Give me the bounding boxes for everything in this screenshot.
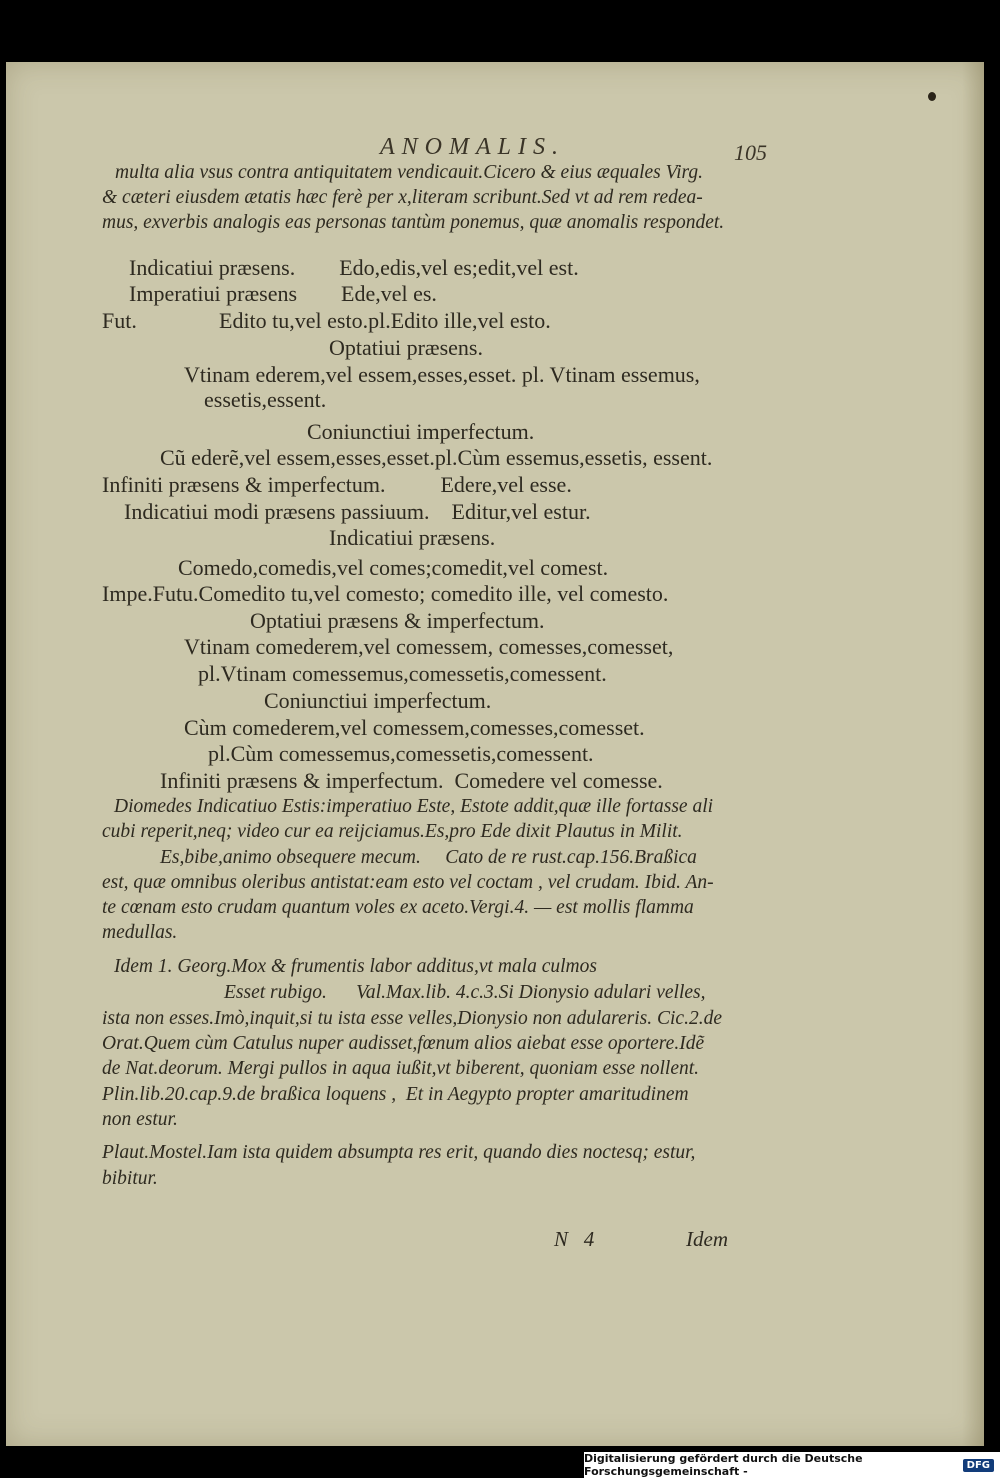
text-line: te cœnam esto crudam quantum voles ex aceto.Vergi.4. — est mollis flamma	[102, 897, 694, 918]
text-line: Diomedes Indicatiuo Estis:imperatiuo Este, Estote addit,quæ ille fortasse ali	[114, 796, 714, 817]
text-line: Indicatiui præsens.	[329, 525, 496, 550]
text-line: Optatiui præsens.	[329, 335, 483, 360]
text-line: medullas.	[102, 922, 178, 943]
text-line: pl.Cùm comessemus,comessetis,comessent.	[208, 741, 594, 766]
text-line: Cùm comederem,vel comessem,comesses,comesset.	[184, 715, 645, 740]
signature-mark: N 4	[554, 1227, 595, 1251]
text-line: multa alia vsus contra antiquitatem vendicauit.Cicero & eius æquales Virg.	[115, 162, 704, 183]
text-line: Esset rubigo. Val.Max.lib. 4.c.3.Si Dionysio adulari velles,	[224, 982, 706, 1003]
text-line: Optatiui præsens & imperfectum.	[250, 608, 545, 633]
text-line: & cæteri eiusdem ætatis hæc ferè per x,literam scribunt.Sed vt ad rem redea-	[102, 187, 703, 208]
book-page	[6, 62, 984, 1446]
text-line: Fut.	[102, 308, 137, 333]
text-line: Coniunctiui imperfectum.	[264, 688, 492, 713]
text-line: mus, exverbis analogis eas personas tantùm ponemus, quæ anomalis respondet.	[102, 212, 725, 233]
text-line: Idem 1. Georg.Mox & frumentis labor additus,vt mala culmos	[114, 956, 597, 977]
text-line: Infiniti præsens & imperfectum. Comedere vel comesse.	[160, 768, 663, 793]
text-line: Plaut.Mostel.Iam ista quidem absumpta res erit, quando dies noctesq; estur,	[102, 1142, 696, 1163]
text-line: Indicatiui præsens. Edo,edis,vel es;edit,vel est.	[129, 255, 579, 280]
dfg-logo: DFG	[963, 1459, 994, 1472]
text-line: Edito tu,vel esto.pl.Edito ille,vel esto.	[219, 308, 551, 333]
text-line: essetis,essent.	[204, 387, 327, 412]
text-line: bibitur.	[102, 1168, 158, 1189]
text-line: Infiniti præsens & imperfectum. Edere,vel esse.	[102, 472, 572, 497]
catchword: Idem	[686, 1227, 728, 1251]
text-line: Impe.Futu.Comedito tu,vel comesto; comedito ille, vel comesto.	[102, 581, 669, 606]
text-line: Es,bibe,animo obsequere mecum. Cato de re rust.cap.156.Braßica	[160, 847, 697, 868]
running-head: ANOMALIS.	[380, 134, 565, 160]
text-line: ista non esses.Imò,inquit,si tu ista esse velles,Dionysio non adulareris. Cic.2.de	[102, 1008, 722, 1029]
ink-spot	[928, 92, 936, 101]
text-line: Orat.Quem cùm Catulus nuper audisset,fœnum alios aiebat esse oportere.Idẽ	[102, 1033, 705, 1054]
text-line: cubi reperit,neq; video cur ea reijciamus.Es,pro Ede dixit Plautus in Milit.	[102, 821, 683, 842]
text-line: Indicatiui modi præsens passiuum. Editur,vel estur.	[124, 499, 591, 524]
text-line: Vtinam ederem,vel essem,esses,esset. pl. Vtinam essemus,	[184, 362, 700, 387]
text-line: Comedo,comedis,vel comes;comedit,vel comest.	[178, 555, 609, 580]
text-line: Cũ ederẽ,vel essem,esses,esset.pl.Cùm essemus,essetis, essent.	[160, 445, 713, 470]
text-line: non estur.	[102, 1109, 178, 1130]
text-line: Plin.lib.20.cap.9.de braßica loquens , Et in Aegypto propter amaritudinem	[102, 1084, 689, 1105]
text-line: Imperatiui præsens Ede,vel es.	[129, 281, 437, 306]
digitization-footer	[584, 1452, 1000, 1478]
text-line: de Nat.deorum. Mergi pullos in aqua iußit,vt biberent, quoniam esse nollent.	[102, 1058, 700, 1079]
footer-text: Digitalisierung gefördert durch die Deutsche Forschungsgemeinschaft -	[584, 1452, 863, 1478]
text-line: est, quæ omnibus oleribus antistat:eam esto vel coctam , vel crudam. Ibid. An-	[102, 872, 714, 893]
text-line: Coniunctiui imperfectum.	[307, 419, 535, 444]
text-line: pl.Vtinam comessemus,comessetis,comessent.	[198, 661, 607, 686]
page-number: 105	[734, 140, 767, 165]
text-line: Vtinam comederem,vel comessem, comesses,comesset,	[184, 634, 674, 659]
